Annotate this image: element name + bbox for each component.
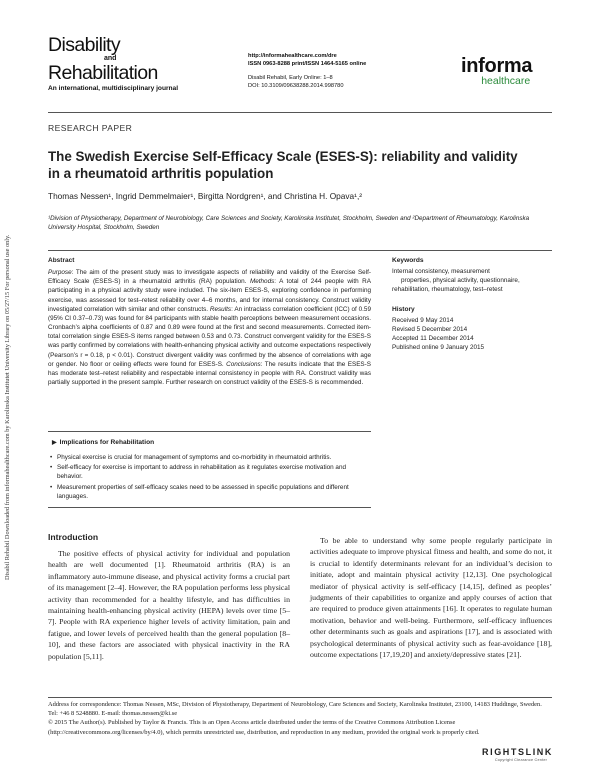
correspondence: Address for correspondence: Thomas Nessen, MSc, Division of Physiotherapy, Department of Neurobiology, Care Sciences and Society, Karolinska Institutet, 23100, 14183 Huddinge, Sweden. Tel: +46 8 5248880. E-mail: thomas.nessen@ki.se xyxy=(48,701,542,718)
rightslink-sub: Copyright Clearance Center xyxy=(494,758,548,762)
implication-item: • Self-efficacy for exercise is important to address in rehabilitation as it regulates exercise motivation and behavior. xyxy=(48,463,371,481)
implication-item: • Measurement properties of self-efficacy scales need to be assessed in specific populations and different languages. xyxy=(48,483,371,501)
footer-divider xyxy=(48,697,552,698)
journal-subtitle: An international, multidisciplinary journal xyxy=(48,85,179,92)
section-label: RESEARCH PAPER xyxy=(48,123,133,133)
citation: Disabil Rehabil, Early Online: 1–8 xyxy=(248,74,333,81)
methods-label: Methods xyxy=(249,278,275,286)
implications-heading xyxy=(48,438,371,448)
results-label: Results xyxy=(209,305,232,313)
journal-issn: ISSN 0963-8288 print/ISSN 1464-5165 online xyxy=(248,61,367,68)
paragraph: To be able to understand why some people regularly participate in activities adequate to improve physical fitness and health, and some do not, it is crucial to identify determinants relevant for an individual’s decision to initiate, adopt and maintain physical activity [12,13]. One psychological mediator of physical activity is self-efficacy [14,15], defined as peoples’ judgments of their capabilities to organize and apply courses of action that are required to produce given attainments [16]. It operates to regulate human motivation, behavior and well-being. Furthermore, self-efficacy influences other determinants such as goals and aspirations [17], and is associated with psychological determinants of physical activity such as fear-avoidance [18], outcome expectations [17,19,20] and anxiety/depressive states [21]. xyxy=(310,536,552,660)
rightslink-logo[interactable] xyxy=(482,747,560,762)
body-column-left xyxy=(48,548,290,662)
purpose-text: : The aim of the present study was to investigate aspects of reliability and validity of the Exercise Self-Efficacy Scale (ESES-S) in a rheumatoid arthritis (RA) population. xyxy=(48,269,371,286)
history-accepted: Accepted 11 December 2014 xyxy=(392,335,474,343)
journal-url[interactable]: http://informahealthcare.com/dre xyxy=(248,53,337,59)
implications-box xyxy=(48,431,371,508)
authors: Thomas Nessen¹, Ingrid Demmelmaier¹, Birgitta Nordgren¹, and Christina H. Opava¹,² xyxy=(48,191,363,201)
introduction-heading: Introduction xyxy=(48,532,99,542)
body-column-right xyxy=(310,535,552,660)
doi: DOI: 10.3109/09638288.2014.998780 xyxy=(248,83,344,90)
journal-name-line1: Disability xyxy=(48,34,121,56)
implications-list xyxy=(48,453,371,501)
history-revised: Revised 5 December 2014 xyxy=(392,325,468,333)
purpose-label: Purpose xyxy=(48,269,72,277)
affiliations: ¹Division of Physiotherapy, Department of Neurobiology, Care Sciences and Society, Karolinska Institutet, Stockholm, Sweden and ²Department of Rheumatology, Karolinska University Hospital, Stockholm, Sweden xyxy=(48,215,530,232)
keywords-line3: rehabilitation, rheumatology, test–retest xyxy=(392,286,503,294)
journal-name-line2: Rehabilitation xyxy=(48,62,158,84)
paragraph: The positive effects of physical activity for individual and population health are well documented [1]. Rheumatoid arthritis (RA) is an inflammatory auto-immune disease, and physical activity forms a crucial part of its management [2–4]. However, the RA population performs less physical activity than recommended for a healthy lifestyle, and has difficulties in maintaining health-enhancing physical activity (HEPA) levels over time [5–7]. People with RA experience higher levels of activity limitation, pain and fatigue, and lower levels of perceived health than the general population [8–10], and these factors are associated with physical inactivity in the RA population [5,11]. xyxy=(48,549,290,661)
abstract xyxy=(48,256,371,387)
download-watermark: Disabil Rehabil Downloaded from informahealthcare.com by Karolinska Institutet University Library on 05/27/15 For personal use only. xyxy=(4,234,11,580)
keywords-heading: Keywords xyxy=(392,257,424,264)
publisher-logo xyxy=(461,56,532,87)
history-received: Received 9 May 2014 xyxy=(392,316,454,324)
history-published: Published online 9 January 2015 xyxy=(392,344,485,352)
conclusions-label: Conclusions xyxy=(226,360,261,368)
journal-name-and: and xyxy=(104,55,117,62)
article-title: The Swedish Exercise Self-Efficacy Scale (ESES-S): reliability and validity in a rheumatoid arthritis population xyxy=(48,149,518,181)
copyright: © 2015 The Author(s). Published by Taylor & Francis. This is an Open Access article distributed under the terms of the Creative Commons Attribution License (http://creativecommons.org/licenses/by/4.0), which permits unrestricted use, distribution, and reproduction in any medium, provided the original work is properly cited. xyxy=(48,719,480,736)
abstract-body xyxy=(48,268,371,387)
triangle-right-icon: ▶ xyxy=(52,440,57,446)
journal-meta xyxy=(248,52,428,91)
methods-text: : A total of 244 people with RA participating in a physical activity study were included. The six-item ESES-S, exploring confidence in performing exercise, was assessed for test–retest reliability over 4–6 months, and for internal consistency. Construct validity investigated correlation with similar and other constructs. xyxy=(48,278,371,313)
rightslink-name: RIGHTSLINK xyxy=(482,747,553,757)
history-heading: History xyxy=(392,305,415,313)
publisher-sub: healthcare xyxy=(481,75,531,87)
publisher-name: informa xyxy=(461,55,533,77)
implication-item: • Physical exercise is crucial for management of symptoms and co-morbidity in rheumatoid arthritis. xyxy=(48,453,371,462)
implications-title: Implications for Rehabilitation xyxy=(59,439,155,446)
results-text: : An intraclass correlation coefficient (ICC) of 0.59 (95% CI 0.37–0.73) was found for 84 participants with stable health perceptions between measurement occasions. Cronbach’s alpha coefficients of 0.87 and 0.89 were found at the first and second measurements. Corrected item-total correlation single ESES-S items ranged between 0.53 and 0.73. Construct convergent validity for the ESES-S was partly confirmed by correlations with health-enhancing physical activity and outcome expectations respectively (Pearson’s r = 0.18, p < 0.01). Construct divergent validity was confirmed by the absence of correlations with age or gender. No floor or ceiling effects were found for ESES-S. xyxy=(48,305,371,368)
conclusions-text: : The results indicate that the ESES-S has moderate test–retest reliability and respectable internal consistency in people with RA. Construct validity was partially supported in the present sample. Further research on construct validity of the ESES-S is recommended. xyxy=(48,360,371,387)
footer xyxy=(48,700,552,737)
keywords-line2: properties, physical activity, questionnaire, xyxy=(401,277,520,285)
keywords-line1: Internal consistency, measurement xyxy=(392,268,490,276)
mid-divider xyxy=(48,250,552,251)
journal-logo xyxy=(48,36,178,92)
top-divider xyxy=(48,112,552,113)
abstract-heading: Abstract xyxy=(48,257,75,264)
keywords-panel xyxy=(392,256,552,352)
